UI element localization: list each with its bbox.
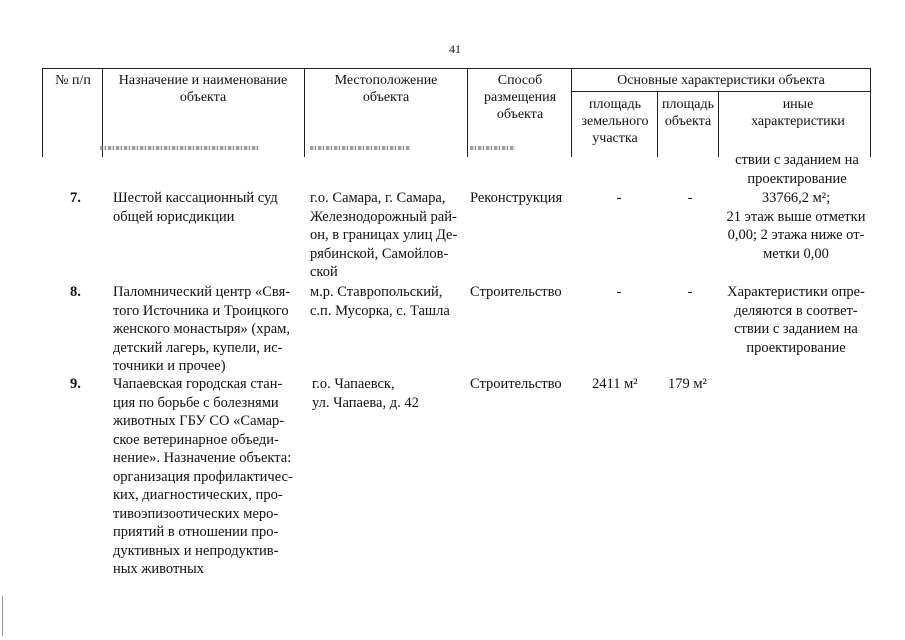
other-characteristics: Характеристики опре- деляются в соответ- ствии с заданием на проектирование xyxy=(727,284,865,356)
object-area: - xyxy=(687,190,693,206)
scan-artifact xyxy=(310,146,410,150)
header-object-area: площадь объекта xyxy=(662,97,714,129)
row-number: 7. xyxy=(70,190,81,206)
page-number: 41 xyxy=(449,42,461,56)
scan-artifact xyxy=(470,146,515,150)
other-characteristics: 33766,2 м²; 21 этаж выше отметки 0,00; 2 этажа ниже от- метки 0,00 xyxy=(726,190,866,262)
placement-method: Реконструкция xyxy=(470,190,563,206)
placement-method: Строительство xyxy=(470,376,562,392)
object-location: г.о. Чапаевск, ул. Чапаева, д. 42 xyxy=(312,376,419,411)
scan-margin-line xyxy=(2,596,3,636)
placement-method: Строительство xyxy=(470,284,562,300)
row-number: 9. xyxy=(70,376,81,392)
land-area: 2411 м² xyxy=(592,376,638,392)
header-location: Местоположение объекта xyxy=(334,73,438,105)
object-area: 179 м² xyxy=(668,376,707,392)
object-name: Чапаевская городская стан- ция по борьбе с болезнями животных ГБУ СО «Самар- ское ветеринарное объеди- нение». Назначение объекта: организация профилактичес- ких, диагностических, про- тивоэпизоотических меро- приятий в отношении про- дуктивных и непродуктив- ных животных xyxy=(113,376,293,577)
object-name: Шестой кассационный суд общей юрисдикции xyxy=(113,190,278,225)
table-header xyxy=(42,68,871,157)
header-num: № п/п xyxy=(55,73,91,88)
object-area: - xyxy=(687,284,693,300)
object-name: Паломнический центр «Свя- того Источника и Троицкого женского монастыря» (храм, детский лагерь, купели, ис- точники и прочее) xyxy=(113,284,291,374)
header-name: Назначение и наименование объекта xyxy=(118,73,288,105)
land-area: - xyxy=(616,284,622,300)
header-other: иные характеристики xyxy=(751,97,845,129)
scan-artifact xyxy=(100,146,260,150)
header-main-characteristics: Основные характеристики объекта xyxy=(617,73,825,88)
header-method: Способ размещения объекта xyxy=(483,73,557,122)
carryover-text: ствии с заданием на проектирование xyxy=(735,152,859,187)
object-location: г.о. Самара, г. Самара, Железнодорожный рай- он, в границах улиц Де- рябинской, Самойлов- ской xyxy=(310,190,458,280)
object-location: м.р. Ставропольский, с.п. Мусорка, с. Ташла xyxy=(310,284,450,319)
row-number: 8. xyxy=(70,284,81,300)
land-area: - xyxy=(616,190,622,206)
header-land-area: площадь земельного участка xyxy=(581,97,649,146)
